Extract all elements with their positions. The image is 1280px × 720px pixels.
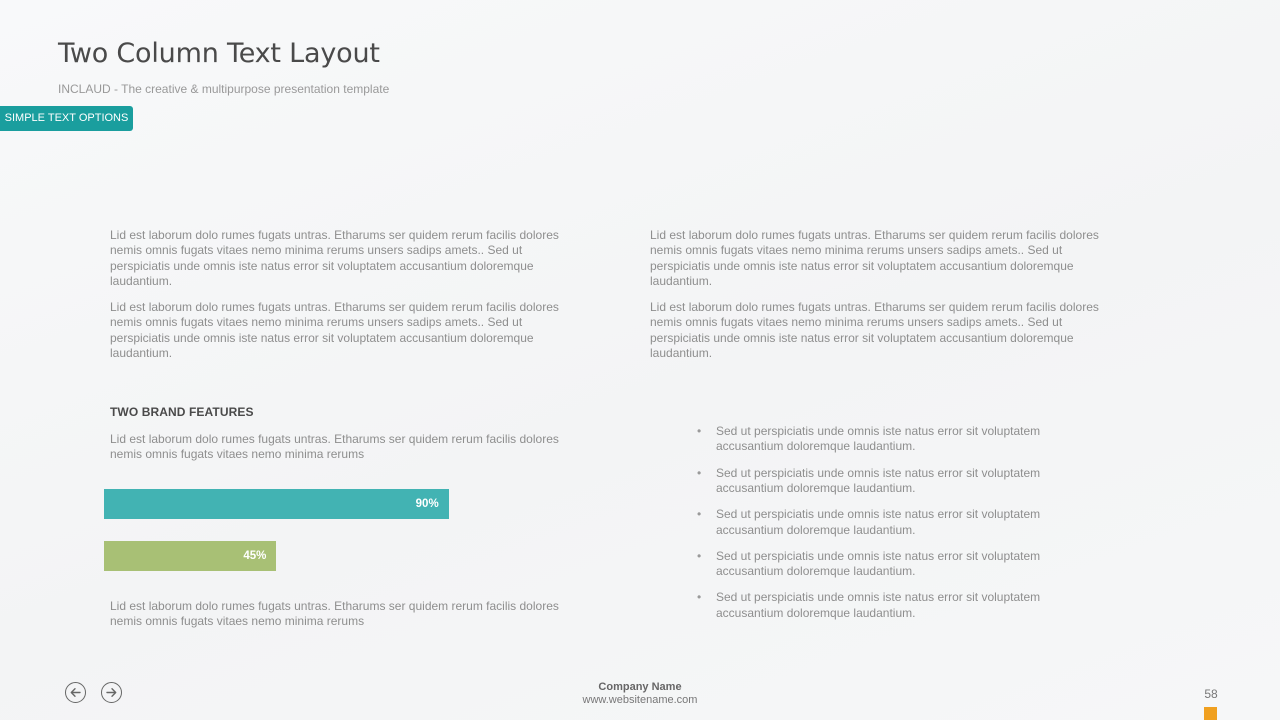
- progress-bar-1-label: 90%: [415, 498, 439, 510]
- bullet-dot-icon: •: [697, 548, 702, 563]
- previous-slide-button[interactable]: [65, 682, 86, 703]
- progress-bar-2-fill: [104, 541, 276, 571]
- next-slide-button[interactable]: [101, 682, 122, 703]
- bullet-dot-icon: •: [697, 507, 702, 522]
- right-column-paragraph-2: Lid est laborum dolo rumes fugats untras. Etharums ser quidem rerum facilis dolores nemis omnis fugats vitaes nemo minima rerums unsers sadips amets.. Sed ut perspiciatis unde omnis iste natus error sit voluptatem accusantium doloremque laudantium.: [650, 300, 1099, 361]
- page-subtitle: INCLAUD - The creative & multipurpose presentation template: [58, 82, 390, 96]
- page-title: Two Column Text Layout: [58, 38, 380, 69]
- left-column-paragraph-2: Lid est laborum dolo rumes fugats untras. Etharums ser quidem rerum facilis dolores nemis omnis fugats vitaes nemo minima rerums unsers sadips amets.. Sed ut perspiciatis unde omnis iste natus error sit voluptatem accusantium doloremque laudantium.: [110, 300, 559, 361]
- bullet-item: [697, 549, 1097, 580]
- bullet-dot-icon: •: [697, 590, 702, 605]
- features-intro-paragraph: Lid est laborum dolo rumes fugats untras. Etharums ser quidem rerum facilis dolores nemis omnis fugats vitaes nemo minima rerums: [110, 432, 559, 462]
- progress-bar-1-fill: [104, 489, 449, 519]
- progress-bar-1: [104, 489, 487, 519]
- bullet-item: [697, 507, 1097, 538]
- bullet-dot-icon: •: [697, 465, 702, 480]
- simple-text-options-tag[interactable]: SIMPLE TEXT OPTIONS: [0, 106, 133, 131]
- features-heading: TWO BRAND FEATURES: [110, 405, 254, 419]
- right-column-paragraph-1: Lid est laborum dolo rumes fugats untras. Etharums ser quidem rerum facilis dolores nemis omnis fugats vitaes nemo minima rerums unsers sadips amets.. Sed ut perspiciatis unde omnis iste natus error sit voluptatem accusantium doloremque laudantium.: [650, 228, 1099, 289]
- bullet-text: Sed ut perspiciatis unde omnis iste natus error sit voluptatem accusantium doloremque laudantium.: [716, 424, 1041, 454]
- arrow-right-circle-icon: [105, 686, 118, 699]
- bullet-text: Sed ut perspiciatis unde omnis iste natus error sit voluptatem accusantium doloremque laudantium.: [716, 507, 1041, 537]
- progress-bar-2: [104, 541, 487, 571]
- arrow-left-circle-icon: [69, 686, 82, 699]
- bullet-text: Sed ut perspiciatis unde omnis iste natus error sit voluptatem accusantium doloremque laudantium.: [716, 590, 1041, 620]
- bullet-item: [697, 424, 1097, 455]
- progress-bar-2-label: 45%: [243, 550, 267, 562]
- bullet-dot-icon: •: [697, 424, 702, 438]
- footer-company-name: Company Name: [598, 681, 682, 693]
- bullet-list: [697, 424, 1097, 632]
- bullet-item: [697, 590, 1097, 621]
- left-column-paragraph-1: Lid est laborum dolo rumes fugats untras. Etharums ser quidem rerum facilis dolores nemis omnis fugats vitaes nemo minima rerums unsers sadips amets.. Sed ut perspiciatis unde omnis iste natus error sit voluptatem accusantium doloremque laudantium.: [110, 228, 559, 289]
- bullet-text: Sed ut perspiciatis unde omnis iste natus error sit voluptatem accusantium doloremque laudantium.: [716, 465, 1041, 496]
- page-number: 58: [1204, 687, 1218, 701]
- page-marker-accent: [1204, 707, 1217, 720]
- bullet-item: [697, 466, 1097, 497]
- footer-website-link[interactable]: www.websitename.com: [582, 694, 698, 706]
- bullet-text: Sed ut perspiciatis unde omnis iste natus error sit voluptatem accusantium doloremque laudantium.: [716, 548, 1041, 579]
- features-outro-paragraph: Lid est laborum dolo rumes fugats untras. Etharums ser quidem rerum facilis dolores nemis omnis fugats vitaes nemo minima rerums: [110, 599, 559, 629]
